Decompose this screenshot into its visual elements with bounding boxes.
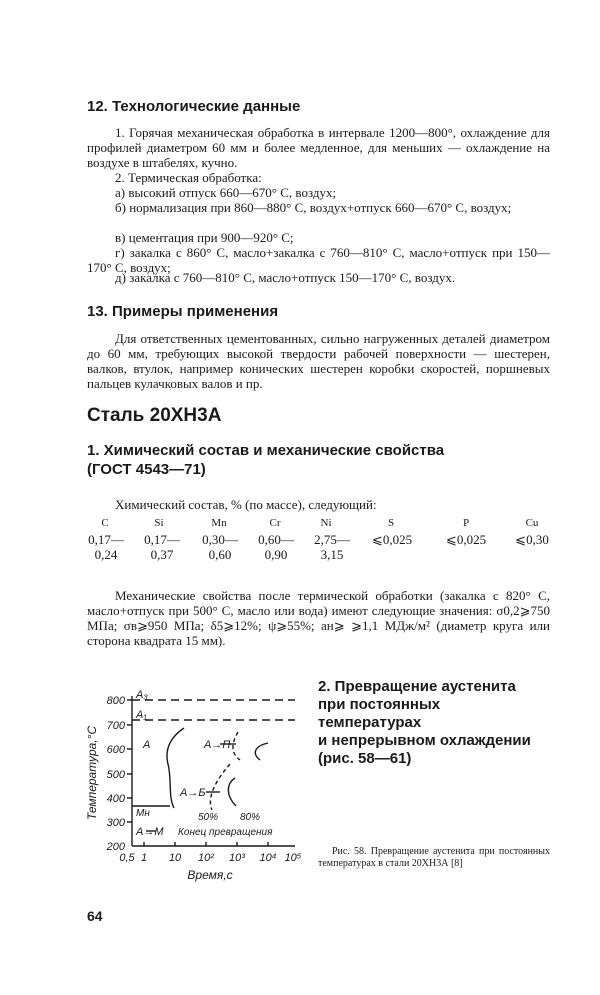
- end-curve-upper: [233, 732, 240, 760]
- a-to-b-label: A→Б: [180, 787, 206, 799]
- y-tick-label: 500: [106, 769, 125, 781]
- y-tick-label: 700: [106, 720, 125, 732]
- composition-cell: ⩽0,025: [371, 532, 413, 547]
- x-tick-label: 10: [168, 852, 182, 864]
- element-header: Si: [154, 517, 164, 529]
- element-header: P: [462, 517, 470, 529]
- element-header: Ni: [320, 517, 332, 529]
- y-tick-label: 800: [106, 695, 125, 707]
- section-2-title-line: 2. Превращение аустенита: [318, 678, 516, 695]
- element-header: Cr: [269, 517, 281, 529]
- section-12-paragraph-1: 1. Горячая механическая обработка в интервале 1200—800°, охлаждение для профилей диаметром 60 мм и более медленное, для меньших — охлаждение на воздухе в штабелях, кучно.: [87, 125, 550, 170]
- mn-label: Mн: [136, 808, 150, 819]
- composition-header-row: [0, 516, 600, 531]
- element-header: Mn: [211, 517, 227, 529]
- composition-cell: ⩽0,30: [515, 532, 549, 547]
- composition-cell: 0,24: [94, 547, 118, 562]
- composition-cell: 0,30—: [202, 532, 238, 547]
- section-2-title-line: температурах: [318, 714, 422, 731]
- page-number: 64: [87, 908, 103, 924]
- a1-label: A₁: [136, 709, 147, 721]
- y-tick-label: 600: [106, 744, 125, 756]
- composition-cell: 3,15: [320, 547, 344, 562]
- composition-cell: 0,37: [150, 547, 174, 562]
- x-tick-label: 10²: [198, 852, 214, 864]
- composition-cell: 0,90: [264, 547, 288, 562]
- composition-cell: 0,17—: [144, 532, 180, 547]
- figure-caption: Рис. 58. Превращение аустенита при постоянных температурах в стали 20ХН3А [8]: [318, 846, 550, 869]
- composition-cell: 0,60: [208, 547, 232, 562]
- y-axis-label: Температура,°С: [85, 725, 99, 821]
- composition-min-row: [0, 532, 600, 547]
- a3-label: A₃: [136, 689, 148, 701]
- element-header: S: [387, 517, 395, 529]
- composition-max-row: [0, 547, 600, 562]
- end-of-transformation-label: Конец превращения: [178, 827, 273, 838]
- x-tick-label: 1: [140, 852, 148, 864]
- chemical-composition-intro: Химический состав, % (по массе), следующий:: [115, 497, 377, 512]
- section-12-title: 12. Технологические данные: [87, 98, 301, 115]
- x-tick-label: 10³: [229, 852, 245, 864]
- y-tick-label: 200: [106, 841, 125, 853]
- pct-50-label: 50%: [198, 812, 219, 823]
- section-2-title-line: (рис. 58—61): [318, 750, 412, 767]
- a-to-m-label: A→M: [136, 826, 164, 838]
- section-1-title-line-2: (ГОСТ 4543—71): [87, 461, 206, 478]
- section-2-title-line: и непрерывном охлаждении: [318, 732, 531, 749]
- section-13-title: 13. Примеры применения: [87, 303, 279, 320]
- list-item: б) нормализация при 860—880° С, воздух+отпуск 660—670° С, воздух;: [115, 200, 512, 215]
- pearlite-curve: [255, 743, 268, 760]
- element-header: C: [101, 517, 109, 529]
- x-tick-label: 10⁵: [284, 852, 302, 864]
- x-tick-label: 0,5: [119, 852, 135, 864]
- y-tick-label: 300: [106, 817, 125, 829]
- composition-cell: ⩽0,025: [445, 532, 487, 547]
- x-axis-label: Время,с: [187, 868, 233, 882]
- composition-cell: 0,60—: [258, 532, 294, 547]
- bainite-curve: [228, 778, 236, 806]
- composition-cell: 2,75—: [314, 532, 350, 547]
- mechanical-properties: Механические свойства после термической обработки (закалка с 820° С, масло+отпуск при 500° С, масло или вода) имеют следующие значения: σ0,2⩾750 МПа; σв⩾950 МПа; δ5⩾12%; ψ⩾55%; aн⩾ ⩾1,1 МДж/м² (диаметр круга или сторона квадрата 15 мм).: [87, 588, 550, 648]
- section-2-title-line: при постоянных: [318, 696, 441, 713]
- element-header: Cu: [525, 517, 539, 529]
- list-item: г) закалка с 860° С, масло+закалка с 760—810° С, масло+отпуск при 150—170° С, воздух;: [87, 245, 550, 275]
- list-item: д) закалка с 760—810° С, масло+отпуск 150—170° С, воздух.: [115, 270, 456, 285]
- section-1-title-line-1: 1. Химический состав и механические свойства: [87, 442, 445, 459]
- austenite-label: A: [143, 739, 151, 751]
- pct-80-label: 80%: [240, 812, 261, 823]
- a-to-p-label: A→П: [204, 739, 231, 751]
- section-12-heat-treatment-heading: 2. Термическая обработка:: [115, 170, 262, 185]
- y-tick-label: 400: [106, 793, 125, 805]
- list-item: в) цементация при 900—920° С;: [115, 230, 294, 245]
- x-tick-label: 10⁴: [259, 852, 277, 864]
- section-13-text: Для ответственных цементованных, сильно нагруженных деталей диаметром до 60 мм, требующих высокой твердости рабочей поверхности — шестерен, валков, втулок, например конических шестерен коробки скоростей, поршневых пальцев кулачковых валов и пр.: [87, 331, 550, 391]
- composition-cell: 0,17—: [88, 532, 124, 547]
- list-item: а) высокий отпуск 660—670° С, воздух;: [115, 185, 337, 200]
- ttt-diagram: [80, 688, 310, 888]
- end-curve-lower: [210, 764, 230, 810]
- steel-title: Сталь 20ХН3А: [87, 405, 222, 426]
